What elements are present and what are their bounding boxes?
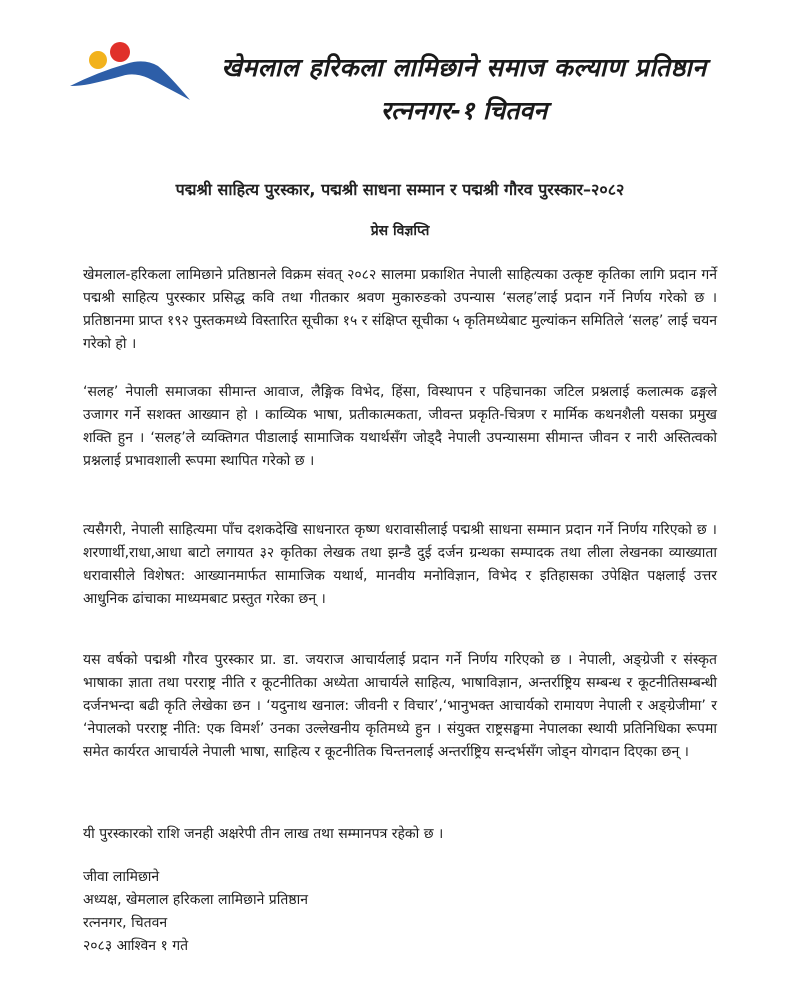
- paragraph-salah-description: ‘सलह’ नेपाली समाजका सीमान्त आवाज, लैङ्गिक विभेद, हिंसा, विस्थापन र पहिचानका जटिल प्रश्नलाई कलात्मक ढङ्गले उजागर गर्ने सशक्त आख्यान हो । काव्यिक भाषा, प्रतीकात्मकता, जीवन्त प्रकृति-चित्रण र मार्मिक कथनशैली यसका प्रमुख शक्ति हुन । ‘सलह’ले व्यक्तिगत पीडालाई सामाजिक यथार्थसँग जोड्दै नेपाली उपन्यासमा सीमान्त जीवन र नारी अस्तित्वको प्रश्नलाई प्रभावशाली रूपमा स्थापित गरेको छ ।: [83, 384, 717, 469]
- paragraph-award-amount: यी पुरस्कारको राशि जनही अक्षरेपी तीन लाख तथा सम्मानपत्र रहेको छ ।: [83, 826, 444, 842]
- signatory-place: रत्ननगर, चितवन: [83, 915, 168, 931]
- signatory-title: अध्यक्ष, खेमलाल हरिकला लामिछाने प्रतिष्ठान: [83, 892, 308, 908]
- release-date: २०८३ आश्विन १ गते: [83, 938, 189, 954]
- organization-name: खेमलाल हरिकला लामिछाने समाज कल्याण प्रतिष्ठान: [221, 53, 707, 82]
- paragraph-gaurav-award: यस वर्षको पद्मश्री गौरव पुरस्कार प्रा. डा. जयराज आचार्यलाई प्रदान गर्ने निर्णय गरिएको छ । नेपाली, अङ्ग्रेजी र संस्कृत भाषाका ज्ञाता तथा परराष्ट्र नीति र कूटनीतिका अध्येता आचार्यले साहित्य, भाषाविज्ञान, अन्तर्राष्ट्रिय सम्बन्ध र कूटनीतिसम्बन्धी दर्जनभन्दा बढी कृति लेखेका छन । ‘यदुनाथ खनाल: जीवनी र विचार’,‘भानुभक्त आचार्यको रामायण नेपाली र अङ्ग्रेजीमा’ र ‘नेपालको परराष्ट्र नीति: एक विमर्श’ उनका उल्लेखनीय कृतिमध्ये हुन । संयुक्त राष्ट्रसङ्घमा नेपालका स्थायी प्रतिनिधिका रूपमा समेत कार्यरत आचार्यले नेपाली भाषा, साहित्य र कूटनीतिक चिन्तनलाई अन्तर्राष्ट्रिय सन्दर्भसँग जोड्न योगदान दिएका छन् ।: [83, 652, 717, 760]
- signature-block: [83, 866, 583, 958]
- paragraph-sahitya-award: खेमलाल-हरिकला लामिछाने प्रतिष्ठानले विक्रम संवत् २०८२ सालमा प्रकाशित नेपाली साहित्यका उत्कृष्ट कृतिका लागि प्रदान गर्ने पद्मश्री साहित्य पुरस्कार प्रसिद्ध कवि तथा गीतकार श्रवण मुकारुङको उपन्यास ‘सलह’लाई प्रदान गर्ने निर्णय गरेको छ । प्रतिष्ठानमा प्राप्त १९२ पुस्तकमध्ये विस्तारित सूचीका १५ र संक्षिप्त सूचीका ५ कृतिमध्येबाट मुल्यांकन समितिले ‘सलह’ लाई चयन गरेको हो ।: [83, 267, 717, 352]
- letterhead: [64, 28, 764, 138]
- press-release-label: प्रेस विज्ञप्ति: [370, 223, 430, 239]
- organization-logo-icon: [68, 36, 198, 106]
- organization-address: रत्ननगर-१ चितवन: [380, 96, 548, 125]
- press-release-headline: पद्मश्री साहित्य पुरस्कार, पद्मश्री साधना सम्मान र पद्मश्री गौरव पुरस्कार–२०८२: [175, 180, 625, 199]
- paragraph-sadhana-award: त्यसैगरी, नेपाली साहित्यमा पाँच दशकदेखि साधनारत कृष्ण धरावासीलाई पद्मश्री साधना सम्मान प्रदान गर्ने निर्णय गरिएको छ । शरणार्थी,राधा,आधा बाटो लगायत ३२ कृतिका लेखक तथा झन्डै दुई दर्जन ग्रन्थका सम्पादक तथा लीला लेखनका व्याख्याता धरावासीले विशेषत: आख्यानमार्फत सामाजिक यथार्थ, मानवीय मनोविज्ञान, विभेद र इतिहासका उपेक्षित पक्षलाई उत्तर आधुनिक ढांचाका माध्यमबाट प्रस्तुत गरेका छन् ।: [83, 522, 717, 607]
- signatory-name: जीवा लामिछाने: [83, 869, 160, 885]
